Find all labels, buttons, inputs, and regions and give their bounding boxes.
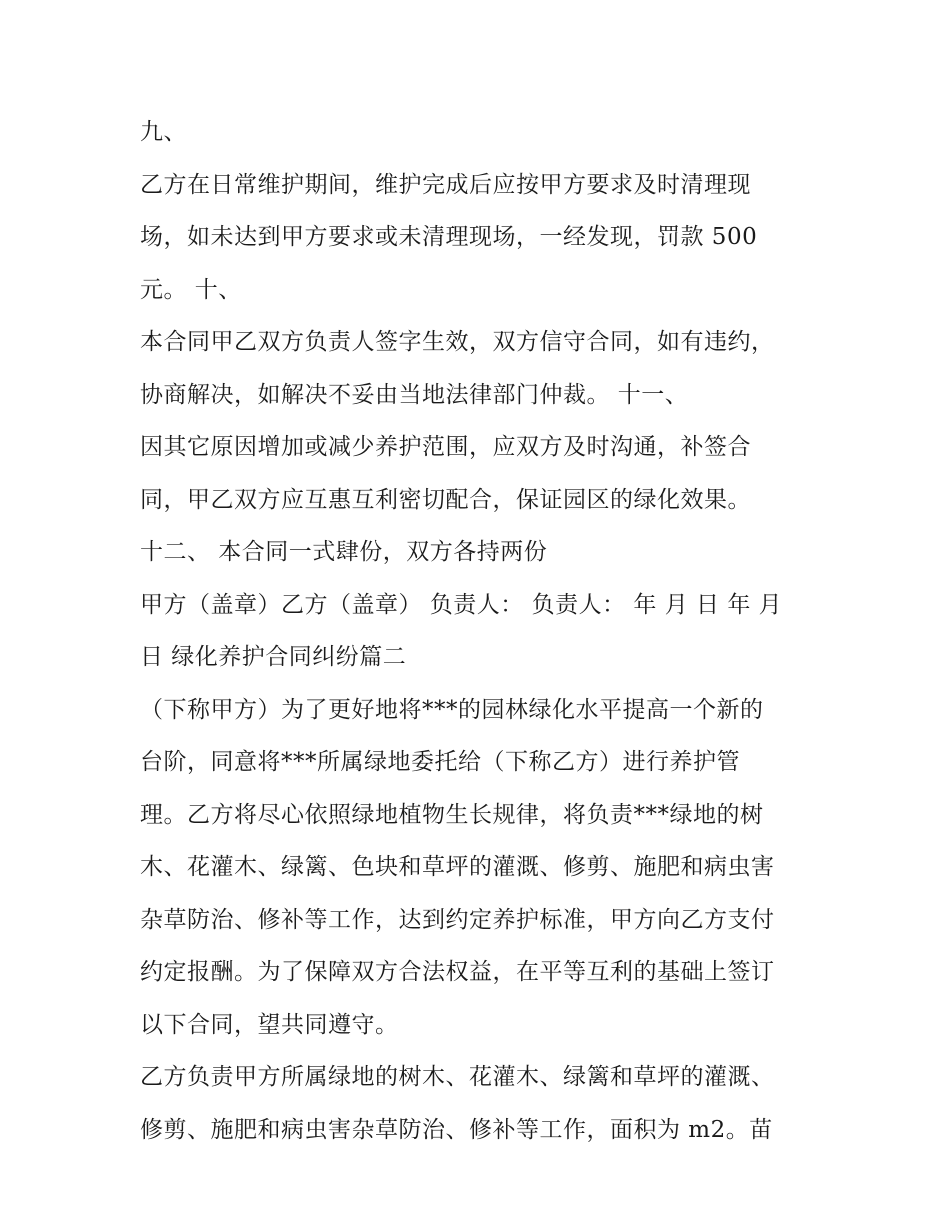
text-line: 台阶，同意将***所属绿地委托给（下称乙方）进行养护管 xyxy=(140,749,740,775)
text-line: 乙方在日常维护期间，维护完成后应按甲方要求及时清理现 xyxy=(140,171,751,198)
text-line: 约定报酬。为了保障双方合法权益，在平等互利的基础上签订 xyxy=(140,959,775,985)
text-line: 甲方（盖章）乙方（盖章） 负责人： 负责人： 年 月 日 年 月 xyxy=(140,591,783,618)
text-line: 协商解决，如解决不妥由当地法律部门仲裁。 十一、 xyxy=(140,381,689,408)
text-line: 日 绿化养护合同纠纷篇二 xyxy=(140,644,407,670)
text-line: （下称甲方）为了更好地将***的园林绿化水平提高一个新的 xyxy=(140,696,764,723)
document-body xyxy=(140,106,820,1156)
text-line: 同，甲乙双方应互惠互利密切配合，保证园区的绿化效果。 xyxy=(140,486,751,513)
text-line: 因其它原因增加或减少养护范围，应双方及时沟通，补签合 xyxy=(140,434,751,460)
text-line: 场，如未达到甲方要求或未清理现场，一经发现，罚款 500 xyxy=(140,224,758,250)
text-line: 元。 十、 xyxy=(140,276,242,303)
text-line: 以下合同，望共同遵守。 xyxy=(140,1011,399,1038)
text-line: 本合同甲乙双方负责人签字生效，双方信守合同，如有违约， xyxy=(140,329,775,355)
text-line: 木、花灌木、绿篱、色块和草坪的灌溉、修剪、施肥和病虫害 xyxy=(140,854,775,880)
text-line: 九、 xyxy=(140,119,187,145)
text-line: 杂草防治、修补等工作，达到约定养护标准，甲方向乙方支付 xyxy=(140,906,775,933)
text-line: 十二、 本合同一式肆份，双方各持两份 xyxy=(140,539,548,565)
text-line: 乙方负责甲方所属绿地的树木、花灌木、绿篱和草坪的灌溉、 xyxy=(140,1064,775,1090)
text-line: 修剪、施肥和病虫害杂草防治、修补等工作，面积为 m2。苗 xyxy=(140,1116,773,1143)
text-line: 理。乙方将尽心依照绿地植物生长规律，将负责***绿地的树 xyxy=(140,801,764,828)
